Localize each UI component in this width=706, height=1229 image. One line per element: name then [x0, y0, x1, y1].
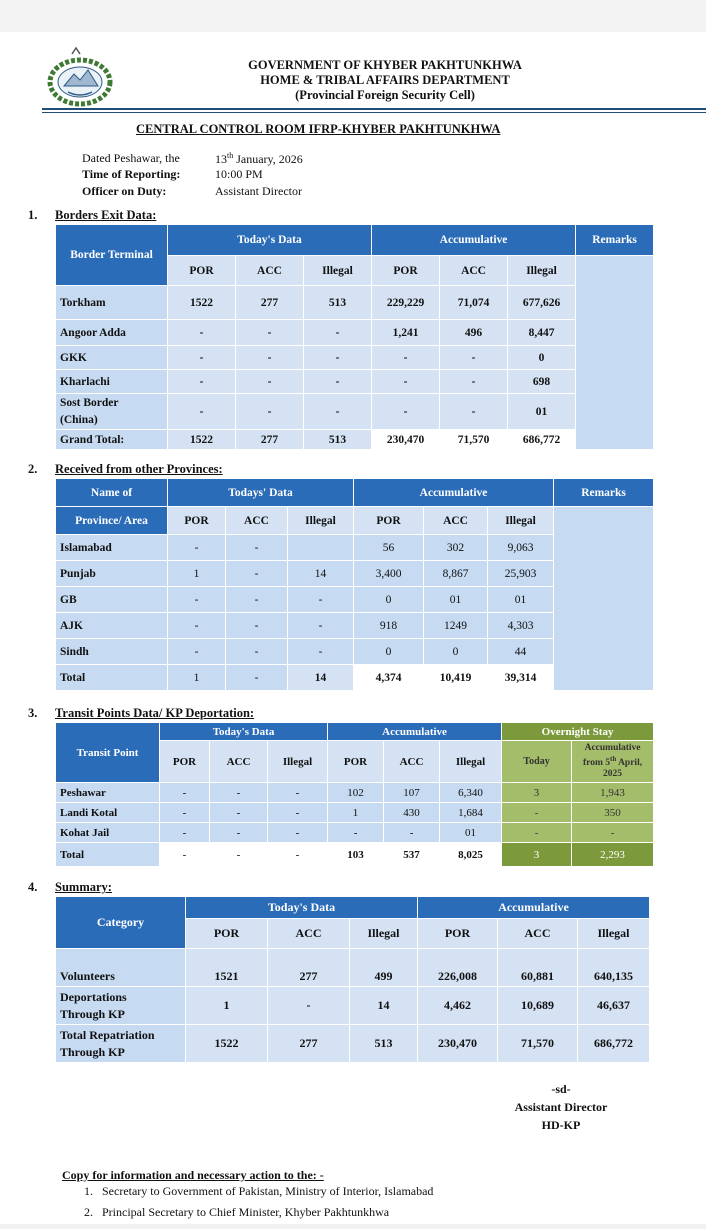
col-transit-point: Transit Point [56, 723, 160, 783]
header-line-2: HOME & TRIBAL AFFAIRS DEPARTMENT [260, 73, 510, 87]
cell: 1249 [424, 613, 488, 639]
row-label: Punjab [56, 561, 168, 587]
sub-header: POR [160, 741, 210, 783]
cell: 14 [288, 561, 354, 587]
row-label [56, 949, 186, 987]
table-row [56, 394, 654, 430]
cell: - [168, 639, 226, 665]
cell [288, 535, 354, 561]
cell: - [328, 823, 384, 843]
col-remarks: Remarks [576, 225, 654, 256]
cell: 0 [354, 639, 424, 665]
cell: - [268, 823, 328, 843]
cell: 1,684 [440, 803, 502, 823]
cell: 8,447 [508, 320, 576, 346]
copy-heading: Copy for information and necessary action to the: - [62, 1168, 324, 1182]
cell: 229,229 [372, 286, 440, 320]
cell: - [210, 783, 268, 803]
cell: - [304, 394, 372, 430]
cell: 302 [424, 535, 488, 561]
cell: - [226, 587, 288, 613]
government-emblem [42, 46, 118, 108]
transit-table [55, 722, 654, 867]
sub-header: Illegal [578, 919, 650, 949]
cell: 1,241 [372, 320, 440, 346]
cell: 0 [354, 587, 424, 613]
cell: 230,470 [418, 1025, 498, 1063]
cell: 513 [350, 1025, 418, 1063]
row-label-line2: (China) [60, 413, 98, 426]
cell: 3 [502, 783, 572, 803]
section-4-number: 4. [28, 880, 38, 894]
cell: 537 [384, 843, 440, 867]
cell: - [384, 823, 440, 843]
document-page [0, 32, 706, 1224]
cell: - [304, 346, 372, 370]
cell: 14 [288, 665, 354, 691]
sub-header: ACC [226, 507, 288, 535]
table-row [56, 320, 654, 346]
header-line-3: (Provincial Foreign Security Cell) [295, 88, 475, 102]
row-label: Sindh [56, 639, 168, 665]
cell: - [268, 783, 328, 803]
cell: 277 [236, 430, 304, 450]
time-label: Time of Reporting: [82, 167, 181, 181]
sub-header: POR [418, 919, 498, 949]
cell: - [304, 320, 372, 346]
cell: 1 [328, 803, 384, 823]
row-label: Angoor Adda [56, 320, 168, 346]
cell: - [226, 561, 288, 587]
cell: 499 [350, 949, 418, 987]
cell: 44 [488, 639, 554, 665]
sub-header: Illegal [288, 507, 354, 535]
cell: - [168, 320, 236, 346]
sub-header: ACC [268, 919, 350, 949]
col-name-of: Name of [56, 479, 168, 507]
signature-sd: -sd- [551, 1082, 571, 1096]
cell: - [168, 613, 226, 639]
col-accumulative: Accumulative [418, 897, 650, 919]
ov-acc-year: 2025 [603, 769, 623, 780]
ov-acc-sup: th [609, 754, 617, 763]
cell: 9,063 [488, 535, 554, 561]
cell: 226,008 [418, 949, 498, 987]
col-border-terminal: Border Terminal [56, 225, 168, 286]
cell: - [440, 370, 508, 394]
cell: 640,135 [578, 949, 650, 987]
cell: 277 [236, 286, 304, 320]
sub-header: Illegal [268, 741, 328, 783]
cell: 25,903 [488, 561, 554, 587]
col-accumulative: Accumulative [328, 723, 502, 741]
cell: - [226, 639, 288, 665]
sub-header: POR [186, 919, 268, 949]
sub-header: POR [168, 256, 236, 286]
cell: 10,689 [498, 987, 578, 1025]
cell: - [372, 370, 440, 394]
table-row [56, 949, 650, 987]
col-today: Today's Data [168, 225, 372, 256]
cell: 4,374 [354, 665, 424, 691]
cell: - [226, 665, 288, 691]
officer-value: Assistant Director [215, 184, 302, 198]
row-label: Grand Total: [56, 430, 168, 450]
ov-acc-line1: Accumulative [584, 742, 641, 753]
row-label-line2: Through KP [60, 1006, 125, 1021]
row-label: Landi Kotal [56, 803, 160, 823]
section-2-number: 2. [28, 462, 38, 476]
sub-header: Illegal [488, 507, 554, 535]
cell: 56 [354, 535, 424, 561]
col-accumulative: Accumulative [372, 225, 576, 256]
cell: 1 [168, 665, 226, 691]
borders-table [55, 224, 654, 450]
cell: 107 [384, 783, 440, 803]
sub-header: Illegal [440, 741, 502, 783]
ov-acc-line2 [574, 754, 651, 769]
dated-value [215, 151, 303, 167]
sub-header: POR [372, 256, 440, 286]
top-margin [0, 0, 706, 32]
cell: 1521 [186, 949, 268, 987]
cell: 2,293 [572, 843, 654, 867]
dated-rest: January, 2026 [233, 152, 303, 166]
cell: - [288, 613, 354, 639]
cell: - [226, 535, 288, 561]
cell: 686,772 [508, 430, 576, 450]
table-row [56, 346, 654, 370]
row-label: Kohat Jail [56, 823, 160, 843]
row-label: Torkham [56, 286, 168, 320]
cell: 4,462 [418, 987, 498, 1025]
cell: - [440, 394, 508, 430]
remarks-cell [576, 256, 654, 450]
row-label-line1: Volunteers [60, 969, 115, 983]
ov-accumulative-header [572, 741, 654, 783]
cell: 496 [440, 320, 508, 346]
summary-table [55, 896, 650, 1063]
row-label [56, 1025, 186, 1063]
cell: 4,303 [488, 613, 554, 639]
row-label: Peshawar [56, 783, 160, 803]
cell: 46,637 [578, 987, 650, 1025]
cell: - [160, 803, 210, 823]
cell: 0 [508, 346, 576, 370]
cell: 430 [384, 803, 440, 823]
control-room-title: CENTRAL CONTROL ROOM IFRP-KHYBER PAKHTUNKHWA [136, 122, 501, 136]
cell: 6,340 [440, 783, 502, 803]
header-rule [42, 108, 706, 110]
table-total-row [56, 430, 654, 450]
table-row [56, 823, 654, 843]
row-label: GKK [56, 346, 168, 370]
table-row [56, 783, 654, 803]
row-label-line2: Through KP [60, 1044, 125, 1059]
col-category: Category [56, 897, 186, 949]
row-label: AJK [56, 613, 168, 639]
cell: - [236, 346, 304, 370]
row-label: Total [56, 665, 168, 691]
copy-item: 2. Principal Secretary to Chief Minister, Khyber Pakhtunkhwa [84, 1205, 390, 1219]
section-1-title: Borders Exit Data: [55, 208, 157, 222]
cell: - [226, 613, 288, 639]
cell: - [268, 843, 328, 867]
cell: - [440, 346, 508, 370]
cell: - [160, 843, 210, 867]
cell: 71,074 [440, 286, 508, 320]
row-label: Total [56, 843, 160, 867]
cell: 918 [354, 613, 424, 639]
cell: - [288, 639, 354, 665]
section-4-title: Summary: [55, 880, 112, 894]
header-rule-thin [42, 112, 706, 113]
ov-acc-from: from 5 [582, 758, 610, 769]
cell: 8,867 [424, 561, 488, 587]
sub-header: Illegal [304, 256, 372, 286]
emblem-icon [42, 46, 118, 108]
cell: 1 [186, 987, 268, 1025]
cell: 686,772 [578, 1025, 650, 1063]
cell: 01 [508, 394, 576, 430]
cell: - [236, 320, 304, 346]
cell: - [572, 823, 654, 843]
cell: 3,400 [354, 561, 424, 587]
dated-day: 13 [215, 152, 227, 166]
cell: - [372, 394, 440, 430]
col-today: Today's Data [160, 723, 328, 741]
dated-label: Dated Peshawar, the [82, 151, 180, 165]
cell: - [268, 987, 350, 1025]
row-label-line1: Total Repatriation [60, 1027, 155, 1042]
cell: - [168, 370, 236, 394]
cell: 71,570 [498, 1025, 578, 1063]
cell: - [236, 370, 304, 394]
ov-acc-april: April, [616, 758, 643, 769]
cell: 1522 [186, 1025, 268, 1063]
cell: 102 [328, 783, 384, 803]
table-row [56, 370, 654, 394]
table-row [56, 987, 650, 1025]
cell: 1,943 [572, 783, 654, 803]
cell: 513 [304, 286, 372, 320]
cell: - [268, 803, 328, 823]
row-label [56, 394, 168, 430]
cell: 350 [572, 803, 654, 823]
sub-header: POR [354, 507, 424, 535]
col-today: Todays' Data [168, 479, 354, 507]
section-3-title: Transit Points Data/ KP Deportation: [55, 706, 255, 720]
row-label-line1: Deportations [60, 989, 127, 1004]
col-province-area: Province/ Area [56, 507, 168, 535]
cell: 698 [508, 370, 576, 394]
cell: - [210, 803, 268, 823]
table-total-row [56, 843, 654, 867]
row-label [56, 987, 186, 1025]
row-label: Islamabad [56, 535, 168, 561]
cell: - [168, 535, 226, 561]
cell: 103 [328, 843, 384, 867]
copy-item: 1. Secretary to Government of Pakistan, Ministry of Interior, Islamabad [84, 1184, 434, 1198]
sub-header: ACC [498, 919, 578, 949]
cell: 14 [350, 987, 418, 1025]
ov-today-header: Today [502, 741, 572, 783]
signature-title: Assistant Director [514, 1100, 608, 1114]
cell: 8,025 [440, 843, 502, 867]
provinces-table [55, 478, 654, 691]
section-2-title: Received from other Provinces: [55, 462, 223, 476]
row-label: Kharlachi [56, 370, 168, 394]
sub-header: ACC [424, 507, 488, 535]
cell: - [236, 394, 304, 430]
cell: - [372, 346, 440, 370]
col-accumulative: Accumulative [354, 479, 554, 507]
cell: 39,314 [488, 665, 554, 691]
table-row [56, 286, 654, 320]
row-label: GB [56, 587, 168, 613]
row-label-line1: Sost Border [60, 396, 119, 409]
cell: - [160, 823, 210, 843]
header-line-1: GOVERNMENT OF KHYBER PAKHTUNKHWA [248, 58, 522, 72]
dated-sup: th [227, 151, 234, 160]
table-row [56, 1025, 650, 1063]
cell: 71,570 [440, 430, 508, 450]
officer-label: Officer on Duty: [82, 184, 167, 198]
cell: - [210, 823, 268, 843]
cell: 1522 [168, 286, 236, 320]
sub-header: POR [168, 507, 226, 535]
col-today: Today's Data [186, 897, 418, 919]
cell: 01 [424, 587, 488, 613]
cell: 10,419 [424, 665, 488, 691]
cell: 1 [168, 561, 226, 587]
cell: - [304, 370, 372, 394]
cell: 01 [488, 587, 554, 613]
cell: 230,470 [372, 430, 440, 450]
cell: - [168, 394, 236, 430]
section-1-number: 1. [28, 208, 38, 222]
cell: 1522 [168, 430, 236, 450]
cell: - [210, 843, 268, 867]
cell: 3 [502, 843, 572, 867]
cell: - [160, 783, 210, 803]
section-3-number: 3. [28, 706, 38, 720]
remarks-cell [554, 507, 654, 691]
cell: 677,626 [508, 286, 576, 320]
col-overnight-stay: Overnight Stay [502, 723, 654, 741]
sub-header: Illegal [350, 919, 418, 949]
cell: - [502, 803, 572, 823]
time-value: 10:00 PM [215, 167, 263, 181]
cell: - [168, 587, 226, 613]
cell: 277 [268, 1025, 350, 1063]
sub-header: POR [328, 741, 384, 783]
col-remarks: Remarks [554, 479, 654, 507]
sub-header: ACC [384, 741, 440, 783]
cell: 60,881 [498, 949, 578, 987]
sub-header: ACC [440, 256, 508, 286]
sub-header: Illegal [508, 256, 576, 286]
cell: - [502, 823, 572, 843]
cell: 0 [424, 639, 488, 665]
cell: - [168, 346, 236, 370]
signature-office: HD-KP [541, 1118, 581, 1132]
table-row [56, 803, 654, 823]
sub-header: ACC [210, 741, 268, 783]
cell: 01 [440, 823, 502, 843]
cell: 513 [304, 430, 372, 450]
cell: - [288, 587, 354, 613]
cell: 277 [268, 949, 350, 987]
sub-header: ACC [236, 256, 304, 286]
